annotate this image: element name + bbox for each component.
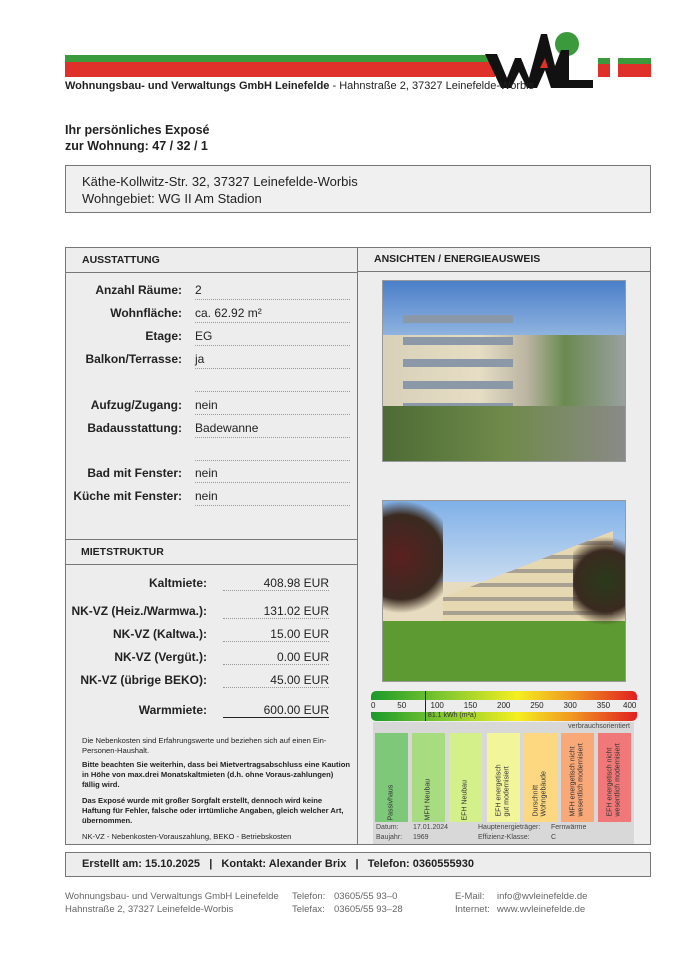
header-stripe-green: [65, 55, 495, 62]
company-address: - Hahnstraße 2, 37327 Leinefelde-Worbis: [329, 80, 535, 92]
energy-category: [375, 733, 408, 822]
scale-tick-label: 50: [397, 701, 407, 710]
baujahr-label: Baujahr:: [376, 834, 403, 841]
scale-tick-label: 150: [463, 701, 478, 710]
effizienz-klasse-value: C: [551, 834, 557, 841]
feature-label: Etage:: [145, 329, 182, 343]
scale-tick-label: 100: [430, 701, 444, 710]
header-company-line: [65, 80, 534, 92]
note-abbreviations: NK-VZ - Nebenkosten-Vorauszahlung, BEKO - Betriebskosten: [82, 832, 292, 841]
header-stripe-red: [65, 62, 495, 77]
note-nebenkosten: Die Nebenkosten sind Erfahrungswerte und beziehen sich auf einen Ein-Personen-Haushalt.: [82, 736, 327, 755]
header-stripe-block: [598, 58, 610, 77]
header-stripe-block: [618, 58, 651, 77]
energy-category: [412, 733, 445, 822]
energietraeger-value: Fernwärme: [551, 824, 587, 831]
energy-category-label: EFH Neubau: [461, 780, 469, 821]
company-name: Wohnungsbau- und Verwaltungs GmbH Leinefelde: [65, 80, 330, 92]
web-link[interactable]: www.wvleinefelde.de: [497, 904, 586, 915]
rent-row: [65, 650, 357, 666]
scale-tick-label: 350: [596, 701, 611, 710]
feature-value: nein: [195, 489, 350, 506]
energy-category-label: EFH energetisch nicht wesentlich modernisiert: [606, 743, 622, 817]
feature-label: Aufzug/Zugang:: [90, 398, 182, 412]
section-heading-ansichten: ANSICHTEN / ENERGIEAUSWEIS: [358, 247, 650, 272]
feature-row: [65, 329, 357, 345]
rent-label: Kaltmiete:: [148, 576, 207, 590]
feature-value: 2: [195, 283, 350, 300]
section-heading-mietstruktur: MIETSTRUKTUR: [65, 540, 358, 565]
energy-scale: [371, 691, 637, 721]
rent-row: [65, 627, 357, 643]
rent-label: NK-VZ (Vergüt.):: [114, 650, 207, 664]
rent-value: 15.00 EUR: [223, 627, 329, 642]
feature-row: [65, 421, 357, 437]
section-heading-ausstattung: AUSSTATTUNG: [66, 248, 358, 273]
feature-value: Badewanne: [195, 421, 350, 438]
energy-category-label: EFH energetisch gut modernisiert: [495, 764, 511, 817]
energy-value-marker: [425, 691, 427, 721]
street-address: Käthe-Kollwitz-Str. 32, 37327 Leinefelde-Worbis: [82, 174, 358, 189]
scale-tick-label: 300: [563, 701, 577, 710]
title-line: Ihr persönliches Exposé: [65, 123, 210, 137]
apartment-number: zur Wohnung: 47 / 32 / 1: [65, 139, 208, 153]
feature-row: [65, 283, 357, 299]
feature-label: Badausstattung:: [87, 421, 182, 435]
feature-value: nein: [195, 398, 350, 415]
rent-label: NK-VZ (übrige BEKO):: [80, 673, 207, 687]
datum-value: 17.01.2024: [413, 824, 449, 831]
energietraeger-label: Hauptenergieträger:: [478, 824, 541, 831]
baujahr-value: 1969: [413, 834, 429, 841]
feature-value: [195, 375, 350, 392]
fax-label: Telefax:: [292, 904, 325, 915]
energy-value-label: 81.1 kWh (m²a): [427, 712, 477, 719]
energy-category-label: MFH Neubau: [424, 778, 432, 821]
note-kaution: Bitte beachten Sie weiterhin, dass bei Mietvertragsabschluss eine Kaution in Höhe von max.drei Monatskaltmieten (d.h. ohne Voraus-zahlungen) fällig wird.: [82, 760, 350, 789]
rent-value: 408.98 EUR: [223, 576, 329, 591]
feature-label: Balkon/Terrasse:: [85, 352, 182, 366]
feature-row: [65, 489, 357, 505]
scale-tick-label: 250: [530, 701, 544, 710]
scale-tick-label: 400: [623, 701, 637, 710]
bottom-online: [455, 890, 587, 916]
feature-label: Anzahl Räume:: [95, 283, 182, 297]
effizienz-klasse-label: Effizienz-Klasse:: [478, 834, 530, 841]
feature-row: [65, 352, 357, 368]
rent-value: 131.02 EUR: [223, 604, 329, 619]
feature-label: Bad mit Fenster:: [87, 466, 182, 480]
bottom-company: [65, 890, 279, 916]
rent-label: NK-VZ (Kaltwa.):: [113, 627, 207, 641]
energy-category: [524, 733, 557, 822]
energy-category-label: Passivhaus: [387, 784, 395, 821]
tel-label: Telefon:: [292, 891, 326, 902]
feature-row: [65, 398, 357, 414]
rent-row: [65, 673, 357, 689]
note-haftung: Das Exposé wurde mit großer Sorgfalt erstellt, dennoch wird keine Haftung für Fehler, falsche oder irrtümliche Angaben, gleich welcher Art, übernommen.: [82, 796, 344, 825]
feature-row: [65, 466, 357, 482]
energy-category: [598, 733, 631, 822]
building-photo-2: [382, 500, 626, 682]
bottom-phone: [292, 890, 403, 916]
scale-tick-label: 200: [497, 701, 511, 710]
feature-row: [65, 375, 357, 391]
feature-row: [65, 306, 357, 322]
rent-row: [65, 576, 357, 592]
energy-category-label: Durschnitt Wohngebäude: [532, 771, 548, 817]
warmmiete-value: 600.00 EUR: [223, 703, 329, 718]
warmmiete-label: Warmmiete:: [138, 703, 207, 717]
datum-label: Datum:: [376, 824, 399, 831]
mail-label: E-Mail:: [455, 891, 485, 902]
feature-value: ja: [195, 352, 350, 369]
energy-type: verbrauchsorientiert: [568, 723, 630, 730]
address-box: [65, 165, 651, 213]
rent-label: NK-VZ (Heiz./Warmwa.):: [71, 604, 207, 618]
scale-tick-label: 0: [371, 701, 376, 710]
feature-label: Wohnfläche:: [110, 306, 182, 320]
feature-value: ca. 62.92 m²: [195, 306, 350, 323]
feature-value: [195, 444, 350, 461]
bottom-company-name: Wohnungsbau- und Verwaltungs GmbH Leinefelde: [65, 891, 279, 902]
residential-area: Wohngebiet: WG II Am Stadion: [82, 191, 262, 206]
feature-value: EG: [195, 329, 350, 346]
feature-row: [65, 444, 357, 460]
rent-value: 45.00 EUR: [223, 673, 329, 688]
fax-value: 03605/55 93–28: [334, 904, 403, 915]
tel-value: 03605/55 93–0: [334, 891, 398, 902]
mail-link[interactable]: info@wvleinefelde.de: [497, 891, 588, 902]
energy-category: [449, 733, 482, 822]
building-photo-1: [382, 280, 626, 462]
warmmiete-row: [65, 703, 357, 719]
feature-value: nein: [195, 466, 350, 483]
feature-label: Küche mit Fenster:: [73, 489, 182, 503]
energy-category: [561, 733, 594, 822]
mietstruktur-section: [65, 539, 358, 565]
bottom-street: Hahnstraße 2, 37327 Leinefelde-Worbis: [65, 904, 234, 915]
contact-bar: Erstellt am: 15.10.2025 | Kontakt: Alexander Brix | Telefon: 0360555930: [65, 852, 651, 877]
energy-category-label: MFH energetisch nicht wesentlich modernisiert: [569, 743, 585, 817]
page-title: [65, 122, 210, 154]
rent-value: 0.00 EUR: [223, 650, 329, 665]
rent-row: [65, 604, 357, 620]
energy-category: [487, 733, 520, 822]
web-label: Internet:: [455, 904, 490, 915]
